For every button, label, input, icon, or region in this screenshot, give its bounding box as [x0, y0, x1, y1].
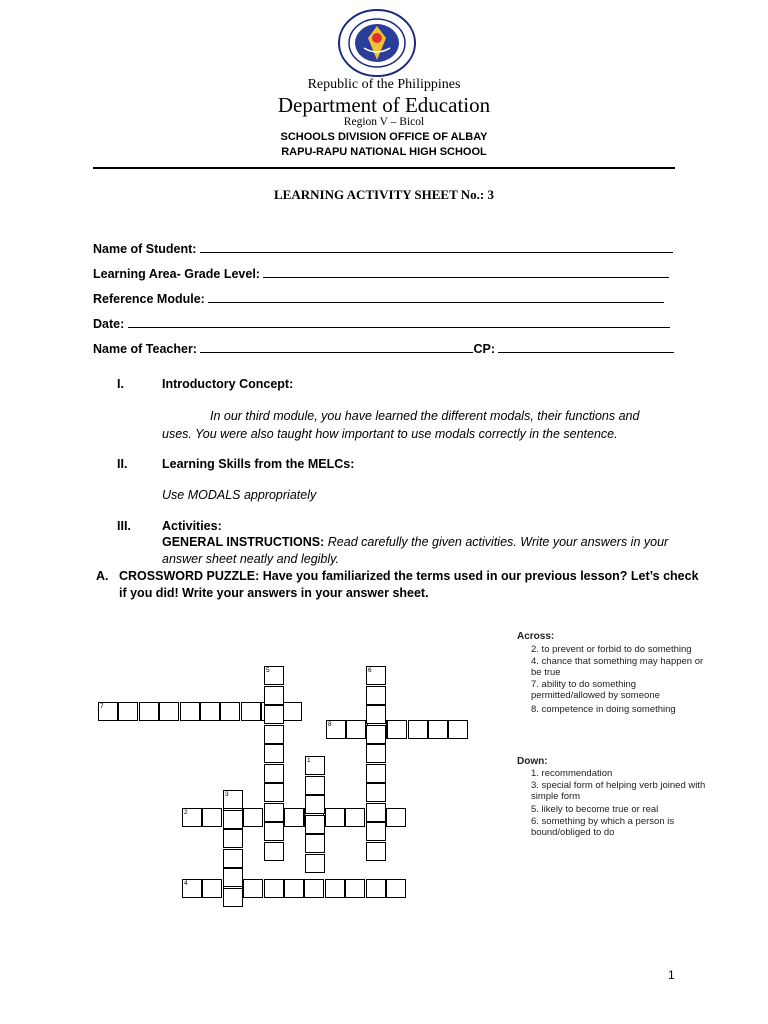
activity-a-text-1: CROSSWORD PUZZLE: Have you familiarized the terms used in our previous lesson? Let’s check: [119, 569, 699, 583]
crossword-cell[interactable]: [264, 822, 284, 841]
crossword-cell[interactable]: [264, 725, 284, 744]
reference-module-label: Reference Module:: [93, 292, 205, 306]
general-instructions-line-1: [162, 535, 668, 549]
crossword-cell[interactable]: [223, 849, 243, 868]
crossword-cell[interactable]: [305, 776, 325, 795]
crossword-cell[interactable]: [202, 879, 222, 898]
student-name-label: Name of Student:: [93, 242, 197, 256]
date-field[interactable]: [93, 315, 670, 331]
teacher-field[interactable]: [93, 340, 674, 356]
crossword-cell[interactable]: [408, 720, 428, 739]
crossword-cell[interactable]: [386, 808, 406, 827]
deped-seal: [336, 8, 418, 78]
crossword-cell[interactable]: [202, 808, 222, 827]
down-clue-3: 3. special form of helping verb joined with: [531, 780, 706, 791]
crossword-cell[interactable]: [386, 879, 406, 898]
across-clue-4-cont: be true: [531, 667, 561, 678]
sheet-title: LEARNING ACTIVITY SHEET No.: 3: [274, 187, 494, 202]
crossword-clue-number: 8: [328, 721, 332, 728]
crossword-cell[interactable]: [387, 720, 407, 739]
section-three-number: III.: [117, 519, 131, 533]
date-input[interactable]: [128, 315, 670, 328]
general-instructions-text: Read carefully the given activities. Write your answers in your: [327, 535, 669, 549]
section-two-title: Learning Skills from the MELCs:: [162, 457, 355, 471]
across-clue-7: 7. ability to do something: [531, 679, 637, 690]
crossword-cell[interactable]: [118, 702, 138, 721]
crossword-cell[interactable]: [223, 790, 243, 809]
crossword-clue-number: 7: [100, 703, 104, 710]
crossword-clue-number: 2: [184, 809, 188, 816]
learning-area-label: Learning Area- Grade Level:: [93, 267, 260, 281]
down-clue-6-cont: bound/obliged to do: [531, 827, 615, 838]
crossword-cell[interactable]: [264, 744, 284, 763]
section-one-text-2: uses. You were also taught how important to use modals correctly in the sentence.: [162, 427, 618, 441]
crossword-cell[interactable]: [223, 868, 243, 887]
section-two-number: II.: [117, 457, 128, 471]
crossword-cell[interactable]: [366, 725, 386, 744]
crossword-cell[interactable]: [366, 744, 386, 763]
crossword-cell[interactable]: [366, 879, 386, 898]
crossword-cell[interactable]: [220, 702, 240, 721]
section-one-text-1: In our third module, you have learned the different modals, their functions and: [210, 409, 640, 423]
crossword-cell[interactable]: [366, 666, 386, 685]
crossword-cell[interactable]: [223, 888, 243, 907]
crossword-cell[interactable]: [243, 879, 263, 898]
down-clue-5: 5. likely to become true or real: [531, 804, 659, 815]
down-heading: Down:: [517, 756, 548, 767]
down-clue-1: 1. recommendation: [531, 768, 613, 779]
section-one-number: I.: [117, 377, 124, 391]
crossword-clue-number: 3: [225, 791, 229, 798]
crossword-cell[interactable]: [159, 702, 179, 721]
teacher-input[interactable]: [200, 340, 473, 353]
learning-area-input[interactable]: [263, 265, 669, 278]
header-divider: [93, 167, 675, 169]
crossword-cell[interactable]: [264, 764, 284, 783]
student-name-field[interactable]: [93, 240, 673, 256]
section-two-text: Use MODALS appropriately: [162, 488, 317, 502]
region-line: Region V – Bicol: [343, 116, 425, 128]
cp-input[interactable]: [498, 340, 674, 353]
crossword-cell[interactable]: [448, 720, 468, 739]
crossword-cell[interactable]: [346, 720, 366, 739]
crossword-cell[interactable]: [325, 879, 345, 898]
crossword-cell[interactable]: [305, 795, 325, 814]
crossword-cell[interactable]: [366, 705, 386, 724]
crossword-cell[interactable]: [326, 720, 346, 739]
crossword-cell[interactable]: [305, 815, 325, 834]
crossword-cell[interactable]: [200, 702, 220, 721]
crossword-cell[interactable]: [305, 854, 325, 873]
crossword-cell[interactable]: [264, 705, 284, 724]
division-line: SCHOOLS DIVISION OFFICE OF ALBAY: [280, 131, 488, 143]
crossword-cell[interactable]: [304, 879, 324, 898]
crossword-cell[interactable]: [366, 783, 386, 802]
department-name: Department of Education: [277, 93, 491, 117]
crossword-cell[interactable]: [98, 702, 118, 721]
crossword-cell[interactable]: [223, 810, 243, 829]
crossword-cell[interactable]: [182, 808, 202, 827]
crossword-cell[interactable]: [366, 842, 386, 861]
crossword-cell[interactable]: [282, 702, 302, 721]
crossword-cell[interactable]: [180, 702, 200, 721]
school-line: RAPU-RAPU NATIONAL HIGH SCHOOL: [281, 146, 487, 158]
activity-a-text-2: if you did! Write your answers in your answer sheet.: [119, 586, 429, 600]
crossword-cell[interactable]: [366, 822, 386, 841]
across-heading: Across:: [517, 631, 555, 642]
crossword-cell[interactable]: [366, 686, 386, 705]
cp-label: CP:: [473, 342, 495, 356]
learning-area-field[interactable]: [93, 265, 669, 281]
student-name-input[interactable]: [200, 240, 673, 253]
crossword-cell[interactable]: [264, 803, 284, 822]
crossword-clue-number: 5: [266, 667, 270, 674]
reference-module-field[interactable]: [93, 290, 664, 306]
crossword-cell[interactable]: [223, 829, 243, 848]
republic-line: Republic of the Philippines: [307, 77, 461, 92]
crossword-cell[interactable]: [305, 756, 325, 775]
across-clue-8: 8. competence in doing something: [531, 704, 676, 715]
crossword-cell[interactable]: [284, 808, 304, 827]
reference-module-input[interactable]: [208, 290, 664, 303]
crossword-cell[interactable]: [241, 702, 261, 721]
crossword-cell[interactable]: [284, 879, 304, 898]
crossword-clue-number: 4: [184, 880, 188, 887]
page-number: 1: [668, 968, 675, 982]
crossword-cell[interactable]: [264, 879, 284, 898]
crossword-cell[interactable]: [366, 764, 386, 783]
across-clue-2: 2. to prevent or forbid to do something: [531, 644, 692, 655]
crossword-cell[interactable]: [366, 803, 386, 822]
down-clue-6: 6. something by which a person is: [531, 816, 675, 827]
crossword-clue-number: 1: [307, 757, 311, 764]
crossword-cell[interactable]: [264, 783, 284, 802]
date-label: Date:: [93, 317, 125, 331]
crossword-cell[interactable]: [264, 686, 284, 705]
crossword-cell[interactable]: [182, 879, 202, 898]
crossword-clue-number: 6: [368, 667, 372, 674]
crossword-cell[interactable]: [264, 842, 284, 861]
crossword-cell[interactable]: [139, 702, 159, 721]
general-instructions-label: GENERAL INSTRUCTIONS:: [162, 535, 325, 549]
crossword-cell[interactable]: [243, 808, 263, 827]
general-instructions-line-2: answer sheet neatly and legibly.: [162, 552, 339, 566]
section-one-title: Introductory Concept:: [162, 377, 294, 391]
crossword-cell[interactable]: [428, 720, 448, 739]
across-clue-7-cont: permitted/allowed by someone: [531, 690, 660, 701]
down-clue-3-cont: simple form: [531, 791, 581, 802]
crossword-cell[interactable]: [305, 834, 325, 853]
crossword-cell[interactable]: [345, 879, 365, 898]
activity-a-label: A.: [96, 569, 109, 583]
across-clue-4: 4. chance that something may happen or: [531, 656, 704, 667]
section-three-title: Activities:: [162, 519, 222, 533]
crossword-cell[interactable]: [325, 808, 345, 827]
crossword-cell[interactable]: [345, 808, 365, 827]
crossword-cell[interactable]: [264, 666, 284, 685]
teacher-label: Name of Teacher:: [93, 342, 197, 356]
